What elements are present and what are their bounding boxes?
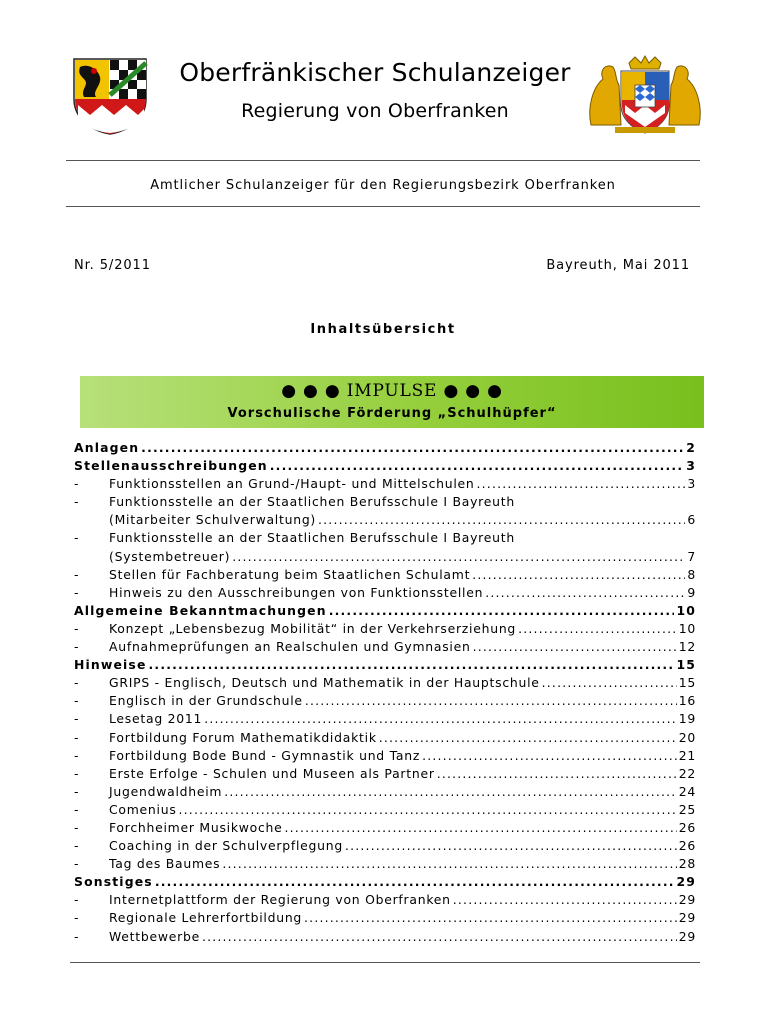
toc-leader-dots xyxy=(473,639,677,654)
toc-entry-label: (Mitarbeiter Schulverwaltung) xyxy=(109,512,317,528)
toc-leader-dots xyxy=(379,730,677,745)
toc-leader-dots xyxy=(518,621,677,636)
toc-entry-row[interactable] xyxy=(74,512,696,530)
toc-entry-row[interactable] xyxy=(74,929,696,947)
toc-bullet-dash: - xyxy=(74,584,80,600)
toc-section-row[interactable] xyxy=(74,603,696,621)
toc-entry-row[interactable] xyxy=(74,784,696,802)
toc-entry-row[interactable] xyxy=(74,693,696,711)
toc-leader-dots xyxy=(477,476,686,491)
header-divider xyxy=(66,206,700,207)
toc-leader-dots xyxy=(202,929,677,944)
place-date: Bayreuth, Mai 2011 xyxy=(546,258,690,273)
toc-bullet-dash: - xyxy=(74,693,80,709)
toc-leader-dots xyxy=(437,766,677,781)
toc-leader-dots xyxy=(270,458,684,473)
document-title: Oberfränkischer Schulanzeiger xyxy=(179,58,571,87)
toc-leader-dots xyxy=(329,603,675,618)
toc-bullet-dash: - xyxy=(74,838,80,854)
toc-entry-row[interactable] xyxy=(74,892,696,910)
toc-entry-row[interactable] xyxy=(74,766,696,784)
toc-leader-dots xyxy=(542,675,677,690)
toc-entry-row[interactable] xyxy=(74,802,696,820)
toc-page-number: 9 xyxy=(687,584,696,600)
toc-entry-label: Comenius xyxy=(109,801,177,817)
toc-leader-dots xyxy=(472,567,685,582)
toc-entry-row[interactable] xyxy=(74,711,696,729)
toc-entry-row[interactable] xyxy=(74,856,696,874)
toc-entry-row[interactable] xyxy=(74,621,696,639)
toc-page-number: 26 xyxy=(678,819,696,835)
toc-leader-dots xyxy=(318,512,685,527)
toc-entry-label: Wettbewerbe xyxy=(109,928,200,944)
toc-entry-label: Tag des Baumes xyxy=(109,856,221,872)
toc-bullet-dash: - xyxy=(74,711,80,727)
toc-bullet-dash: - xyxy=(74,729,80,745)
toc-leader-dots xyxy=(224,784,676,799)
toc-entry-row[interactable] xyxy=(74,476,696,494)
toc-bullet-dash: - xyxy=(74,819,80,835)
toc-page-number: 22 xyxy=(678,765,696,781)
toc-entry-label: GRIPS - Englisch, Deutsch und Mathematik in der Hauptschule xyxy=(109,675,540,691)
toc-page-number: 29 xyxy=(678,910,696,926)
impulse-banner xyxy=(80,376,704,428)
toc-entry-row[interactable] xyxy=(74,675,696,693)
toc-bullet-dash: - xyxy=(74,476,80,492)
banner-title: ● ● ● IMPULSE ● ● ● xyxy=(281,381,503,401)
toc-entry-label: Fortbildung Bode Bund - Gymnastik und Tanz xyxy=(109,747,421,763)
toc-entry-label: Forchheimer Musikwoche xyxy=(109,819,283,835)
oberfranken-coat-of-arms-icon xyxy=(70,55,150,135)
toc-page-number: 8 xyxy=(687,566,696,582)
toc-page-number: 29 xyxy=(676,874,696,890)
toc-page-number: 29 xyxy=(678,892,696,908)
toc-page-number: 25 xyxy=(678,801,696,817)
toc-entry-row[interactable] xyxy=(74,838,696,856)
toc-leader-dots xyxy=(149,657,675,672)
toc-bullet-dash: - xyxy=(74,910,80,926)
toc-entry-label: Funktionsstellen an Grund-/Haupt- und Mittelschulen xyxy=(109,476,475,492)
toc-entry-row[interactable] xyxy=(74,910,696,928)
toc-entry-row[interactable] xyxy=(74,639,696,657)
toc-section-row[interactable] xyxy=(74,440,696,458)
toc-page-number: 15 xyxy=(678,675,696,691)
toc-entry-row[interactable] xyxy=(74,730,696,748)
toc-entry-label: Fortbildung Forum Mathematikdidaktik xyxy=(109,729,377,745)
toc-page-number: 21 xyxy=(678,747,696,763)
toc-page-number: 26 xyxy=(678,838,696,854)
toc-entry-label: Stellenausschreibungen xyxy=(74,458,268,474)
toc-leader-dots xyxy=(232,549,685,564)
toc-leader-dots xyxy=(179,802,677,817)
toc-entry-label: Regionale Lehrerfortbildung xyxy=(109,910,303,926)
official-gazette-line: Amtlicher Schulanzeiger für den Regierungsbezirk Oberfranken xyxy=(150,178,616,193)
toc-bullet-dash: - xyxy=(74,856,80,872)
toc-entry-label: Hinweis zu den Ausschreibungen von Funktionsstellen xyxy=(109,584,484,600)
toc-leader-dots xyxy=(453,892,677,907)
toc-bullet-dash: - xyxy=(74,783,80,799)
toc-page-number: 7 xyxy=(687,548,696,564)
toc-leader-dots xyxy=(485,585,685,600)
toc-entry-row[interactable] xyxy=(74,494,696,512)
toc-page-number: 2 xyxy=(686,440,696,455)
toc-page-number: 29 xyxy=(678,928,696,944)
toc-entry-row[interactable] xyxy=(74,748,696,766)
top-divider xyxy=(66,160,700,161)
toc-entry-row[interactable] xyxy=(74,567,696,585)
footer-divider xyxy=(70,962,700,963)
toc-page-number: 15 xyxy=(676,657,696,673)
toc-entry-label: Funktionsstelle an der Staatlichen Berufsschule I Bayreuth xyxy=(109,494,515,510)
toc-section-row[interactable] xyxy=(74,458,696,476)
toc-entry-label: Lesetag 2011 xyxy=(109,711,203,727)
toc-page-number: 20 xyxy=(678,729,696,745)
toc-heading: Inhaltsübersicht xyxy=(310,322,456,337)
toc-page-number: 10 xyxy=(678,620,696,636)
toc-entry-row[interactable] xyxy=(74,820,696,838)
toc-entry-label: Jugendwaldheim xyxy=(109,783,223,799)
toc-entry-label: Sonstiges xyxy=(74,874,153,890)
toc-page-number: 3 xyxy=(686,458,696,474)
toc-leader-dots xyxy=(155,874,675,889)
toc-leader-dots xyxy=(345,838,677,853)
toc-bullet-dash: - xyxy=(74,801,80,817)
toc-entry-row[interactable] xyxy=(74,549,696,567)
toc-leader-dots xyxy=(141,440,684,455)
toc-leader-dots xyxy=(305,693,677,708)
toc-bullet-dash: - xyxy=(74,530,80,546)
toc-entry-label: Internetplattform der Regierung von Oberfranken xyxy=(109,892,451,908)
toc-page-number: 3 xyxy=(687,476,696,492)
table-of-contents xyxy=(74,440,696,947)
toc-entry-label: Funktionsstelle an der Staatlichen Berufsschule I Bayreuth xyxy=(109,530,515,546)
toc-entry-label: Aufnahmeprüfungen an Realschulen und Gymnasien xyxy=(109,639,471,655)
toc-bullet-dash: - xyxy=(74,675,80,691)
toc-leader-dots xyxy=(204,711,677,726)
toc-entry-label: (Systembetreuer) xyxy=(109,548,231,564)
toc-entry-label: Coaching in der Schulverpflegung xyxy=(109,838,343,854)
toc-bullet-dash: - xyxy=(74,928,80,944)
toc-entry-label: Erste Erfolge - Schulen und Museen als Partner xyxy=(109,765,435,781)
banner-subtitle: Vorschulische Förderung „Schulhüpfer“ xyxy=(227,406,557,421)
toc-bullet-dash: - xyxy=(74,566,80,582)
toc-page-number: 16 xyxy=(678,693,696,709)
toc-bullet-dash: - xyxy=(74,747,80,763)
toc-leader-dots xyxy=(422,748,677,763)
issue-number: Nr. 5/2011 xyxy=(74,258,151,273)
toc-entry-row[interactable] xyxy=(74,585,696,603)
toc-bullet-dash: - xyxy=(74,639,80,655)
toc-page-number: 12 xyxy=(678,639,696,655)
toc-bullet-dash: - xyxy=(74,620,80,636)
toc-page-number: 19 xyxy=(678,711,696,727)
toc-entry-row[interactable] xyxy=(74,530,696,548)
toc-page-number: 10 xyxy=(676,602,696,618)
toc-entry-label: Hinweise xyxy=(74,657,147,673)
toc-leader-dots xyxy=(304,910,677,925)
bavarian-coat-of-arms-icon xyxy=(585,55,705,135)
toc-entry-label: Englisch in der Grundschule xyxy=(109,693,303,709)
toc-entry-label: Anlagen xyxy=(74,440,140,455)
toc-leader-dots xyxy=(285,820,677,835)
toc-page-number: 6 xyxy=(687,512,696,528)
toc-page-number: 28 xyxy=(678,856,696,872)
toc-section-row[interactable] xyxy=(74,874,696,892)
toc-bullet-dash: - xyxy=(74,494,80,510)
toc-bullet-dash: - xyxy=(74,892,80,908)
toc-section-row[interactable] xyxy=(74,657,696,675)
toc-entry-label: Allgemeine Bekanntmachungen xyxy=(74,602,327,618)
toc-entry-label: Konzept „Lebensbezug Mobilität“ in der Verkehrserziehung xyxy=(109,620,517,636)
toc-leader-dots xyxy=(222,856,676,871)
toc-entry-label: Stellen für Fachberatung beim Staatlichen Schulamt xyxy=(109,566,471,582)
toc-page-number: 24 xyxy=(678,783,696,799)
toc-bullet-dash: - xyxy=(74,765,80,781)
document-subtitle: Regierung von Oberfranken xyxy=(241,100,509,122)
